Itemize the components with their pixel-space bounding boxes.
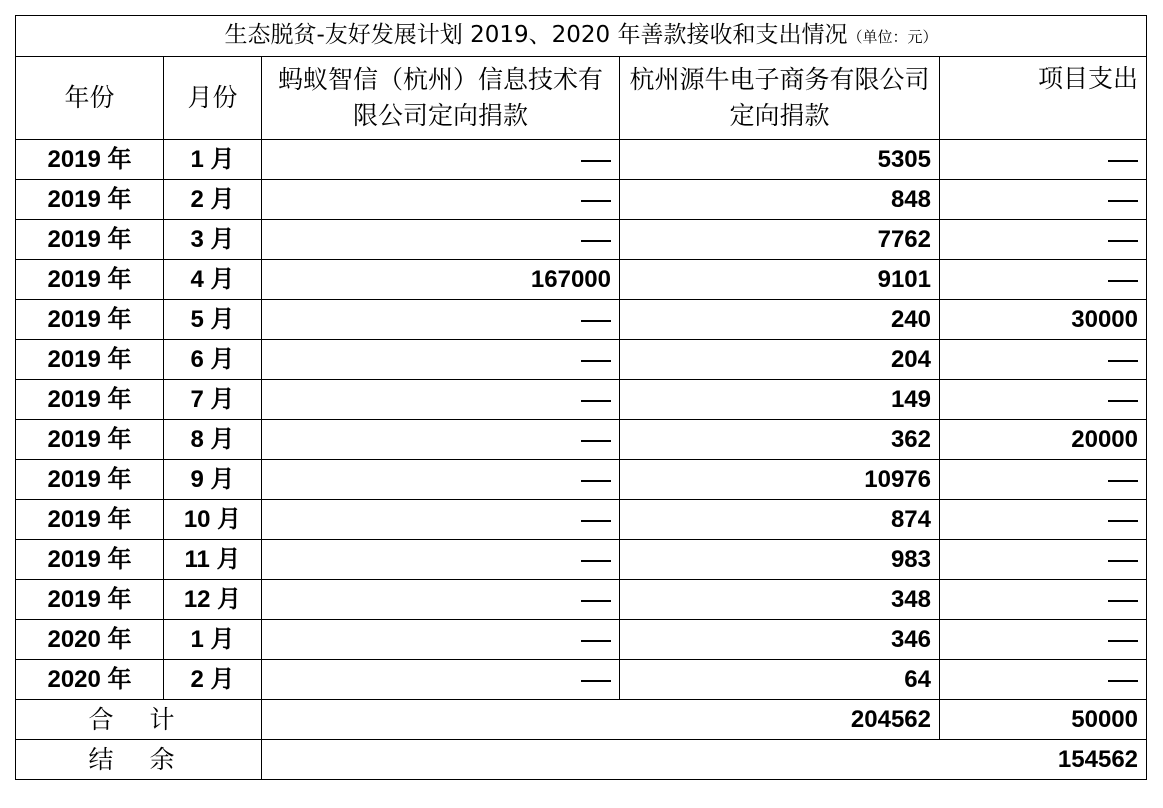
dash-mark xyxy=(581,480,611,482)
row-month: 4 月 xyxy=(164,260,262,300)
total-label: 合 计 xyxy=(16,700,262,740)
row-month: 9 月 xyxy=(164,460,262,500)
dash-mark xyxy=(1108,520,1138,522)
dash-mark xyxy=(1108,560,1138,562)
row-ant-donation xyxy=(262,580,620,620)
balance-label: 结 余 xyxy=(16,740,262,780)
dash-mark xyxy=(1108,160,1138,162)
dash-mark xyxy=(1108,280,1138,282)
row-month: 1 月 xyxy=(164,140,262,180)
row-expense xyxy=(940,260,1147,300)
row-yuanniu-donation: 240 xyxy=(620,300,940,340)
row-yuanniu-donation: 983 xyxy=(620,540,940,580)
row-month: 7 月 xyxy=(164,380,262,420)
row-year: 2019 年 xyxy=(16,180,164,220)
dash-mark xyxy=(581,400,611,402)
table-row xyxy=(16,140,1147,180)
row-expense xyxy=(940,220,1147,260)
row-expense xyxy=(940,460,1147,500)
row-yuanniu-donation: 7762 xyxy=(620,220,940,260)
table-row xyxy=(16,660,1147,700)
row-ant-donation xyxy=(262,420,620,460)
row-year: 2019 年 xyxy=(16,140,164,180)
dash-mark xyxy=(581,440,611,442)
balance-row xyxy=(16,740,1147,780)
row-year: 2019 年 xyxy=(16,380,164,420)
row-yuanniu-donation: 346 xyxy=(620,620,940,660)
row-ant-donation xyxy=(262,340,620,380)
row-yuanniu-donation: 874 xyxy=(620,500,940,540)
row-month: 10 月 xyxy=(164,500,262,540)
row-month: 5 月 xyxy=(164,300,262,340)
header-year: 年份 xyxy=(16,57,164,140)
header-ant-donation: 蚂蚁智信（杭州）信息技术有限公司定向捐款 xyxy=(262,57,620,140)
row-expense xyxy=(940,380,1147,420)
dash-mark xyxy=(581,600,611,602)
total-income: 204562 xyxy=(262,700,940,740)
row-yuanniu-donation: 64 xyxy=(620,660,940,700)
title-text: 生态脱贫-友好发展计划 2019、2020 年善款接收和支出情况 xyxy=(224,21,848,48)
row-expense: 30000 xyxy=(940,300,1147,340)
header-yuanniu-donation: 杭州源牛电子商务有限公司定向捐款 xyxy=(620,57,940,140)
row-ant-donation xyxy=(262,300,620,340)
row-month: 12 月 xyxy=(164,580,262,620)
dash-mark xyxy=(581,560,611,562)
row-year: 2020 年 xyxy=(16,660,164,700)
row-yuanniu-donation: 10976 xyxy=(620,460,940,500)
dash-mark xyxy=(581,320,611,322)
row-expense xyxy=(940,140,1147,180)
row-ant-donation xyxy=(262,540,620,580)
row-month: 3 月 xyxy=(164,220,262,260)
row-yuanniu-donation: 9101 xyxy=(620,260,940,300)
row-yuanniu-donation: 848 xyxy=(620,180,940,220)
table-row xyxy=(16,300,1147,340)
row-ant-donation xyxy=(262,220,620,260)
dash-mark xyxy=(581,520,611,522)
dash-mark xyxy=(581,160,611,162)
dash-mark xyxy=(1108,200,1138,202)
total-row xyxy=(16,700,1147,740)
row-yuanniu-donation: 204 xyxy=(620,340,940,380)
row-yuanniu-donation: 348 xyxy=(620,580,940,620)
unit-note: （单位：元） xyxy=(847,27,938,46)
table-row xyxy=(16,540,1147,580)
row-year: 2019 年 xyxy=(16,460,164,500)
row-expense xyxy=(940,540,1147,580)
balance-value: 154562 xyxy=(262,740,1147,780)
row-year: 2019 年 xyxy=(16,260,164,300)
row-expense xyxy=(940,580,1147,620)
row-year: 2020 年 xyxy=(16,620,164,660)
header-row xyxy=(16,57,1147,140)
table-title xyxy=(16,16,1147,57)
dash-mark xyxy=(581,680,611,682)
row-year: 2019 年 xyxy=(16,420,164,460)
row-month: 11 月 xyxy=(164,540,262,580)
table-row xyxy=(16,620,1147,660)
dash-mark xyxy=(1108,680,1138,682)
dash-mark xyxy=(581,360,611,362)
donation-table xyxy=(15,15,1147,780)
row-year: 2019 年 xyxy=(16,580,164,620)
dash-mark xyxy=(1108,600,1138,602)
row-yuanniu-donation: 5305 xyxy=(620,140,940,180)
row-year: 2019 年 xyxy=(16,500,164,540)
row-month: 1 月 xyxy=(164,620,262,660)
row-expense xyxy=(940,500,1147,540)
row-ant-donation xyxy=(262,380,620,420)
row-expense xyxy=(940,660,1147,700)
row-month: 8 月 xyxy=(164,420,262,460)
row-expense: 20000 xyxy=(940,420,1147,460)
dash-mark xyxy=(1108,240,1138,242)
header-month: 月份 xyxy=(164,57,262,140)
row-ant-donation xyxy=(262,180,620,220)
table-row xyxy=(16,380,1147,420)
dash-mark xyxy=(581,200,611,202)
table-row xyxy=(16,580,1147,620)
table-row xyxy=(16,220,1147,260)
row-expense xyxy=(940,340,1147,380)
table-row xyxy=(16,340,1147,380)
row-year: 2019 年 xyxy=(16,220,164,260)
row-expense xyxy=(940,180,1147,220)
row-year: 2019 年 xyxy=(16,540,164,580)
dash-mark xyxy=(1108,640,1138,642)
table-row xyxy=(16,260,1147,300)
row-ant-donation xyxy=(262,660,620,700)
dash-mark xyxy=(581,240,611,242)
dash-mark xyxy=(1108,480,1138,482)
row-expense xyxy=(940,620,1147,660)
table-row xyxy=(16,460,1147,500)
table-row xyxy=(16,180,1147,220)
row-month: 2 月 xyxy=(164,180,262,220)
row-month: 2 月 xyxy=(164,660,262,700)
row-ant-donation xyxy=(262,500,620,540)
row-year: 2019 年 xyxy=(16,300,164,340)
row-ant-donation xyxy=(262,140,620,180)
donation-report xyxy=(15,15,1146,780)
row-ant-donation: 167000 xyxy=(262,260,620,300)
table-row xyxy=(16,420,1147,460)
dash-mark xyxy=(581,640,611,642)
header-expense: 项目支出 xyxy=(940,57,1147,140)
row-ant-donation xyxy=(262,460,620,500)
row-ant-donation xyxy=(262,620,620,660)
dash-mark xyxy=(1108,360,1138,362)
row-yuanniu-donation: 362 xyxy=(620,420,940,460)
row-yuanniu-donation: 149 xyxy=(620,380,940,420)
row-month: 6 月 xyxy=(164,340,262,380)
row-year: 2019 年 xyxy=(16,340,164,380)
dash-mark xyxy=(1108,400,1138,402)
total-expense: 50000 xyxy=(940,700,1147,740)
table-row xyxy=(16,500,1147,540)
